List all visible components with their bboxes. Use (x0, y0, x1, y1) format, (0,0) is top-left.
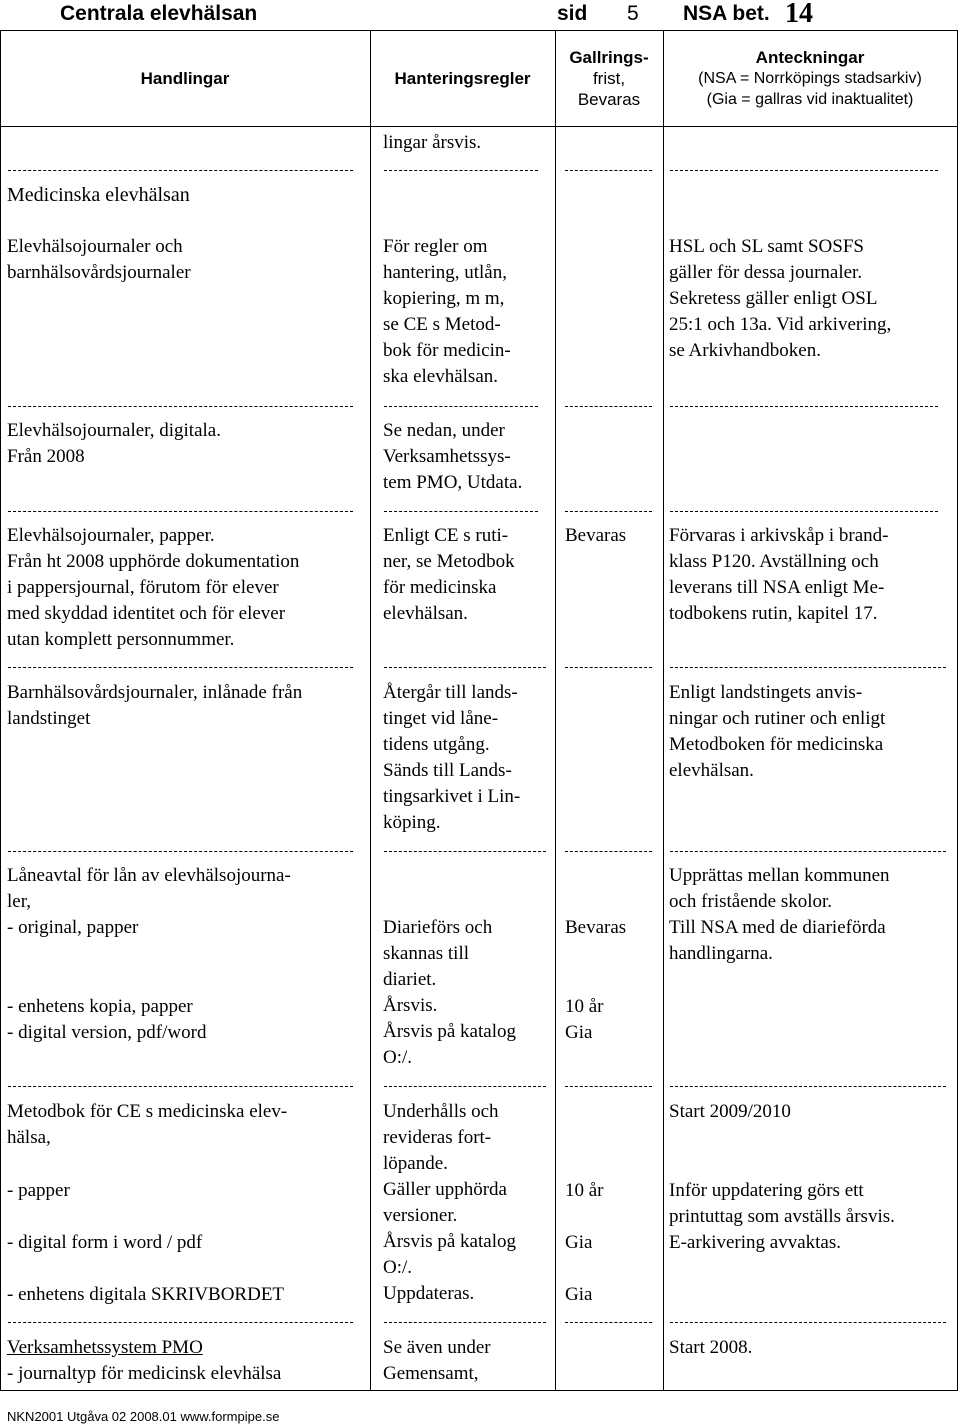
separator-c4 (670, 851, 946, 852)
separator-c3 (565, 406, 652, 407)
row-pmo-anteckningar: Start 2008. (669, 1337, 753, 1358)
document-title: Centrala elevhälsan (60, 2, 258, 25)
row-laneavtal-handling: Låneavtal för lån av elevhälsojourna- ler, - original, papper (7, 865, 291, 938)
column-border-right (957, 30, 958, 1390)
separator-c1 (8, 851, 353, 852)
separator-c1 (8, 667, 353, 668)
row-metodbok-gallringsfrist-papper: 10 år (565, 1180, 604, 1201)
separator-c2 (384, 1322, 546, 1323)
separator-c4 (670, 1086, 946, 1087)
table-bottom-border (0, 1390, 958, 1391)
row-barnhalsovard-hanteringsregler: Återgår till lands- tinget vid låne- tidens utgång. Sänds till Lands- tingsarkivet i Lin- köping. (383, 682, 521, 833)
row-metodbok-handling: Metodbok för CE s medicinska elev- hälsa, (7, 1101, 288, 1148)
row-pmo-handling: Verksamhetssystem PMO - journaltyp för medicinsk elevhälsa (7, 1337, 282, 1384)
row-metodbok-skrivbordet: - enhetens digitala SKRIVBORDET (7, 1284, 285, 1305)
row-digitala-hanteringsregler: Se nedan, under Verksamhetssys- tem PMO, Utdata. (383, 420, 523, 493)
separator-c3 (565, 511, 652, 512)
section-heading-medicinska-elevhalsan: Medicinska elevhälsan (7, 184, 190, 206)
row-barnhalsovard-handling: Barnhälsovårdsjournaler, inlånade från landstinget (7, 682, 303, 729)
separator-c1 (8, 406, 353, 407)
row-laneavtal-gallringsfrist-original: Bevaras (565, 917, 627, 938)
separator-c2 (384, 170, 538, 171)
separator-c2 (384, 511, 538, 512)
table-top-border (0, 30, 958, 31)
row-laneavtal-hanteringsregler: Diarieförs och skannas till diariet. Årsvis. Årsvis på katalog O:/. (383, 917, 516, 1068)
separator-c4 (670, 667, 946, 668)
separator-c2 (384, 1086, 546, 1087)
column-border-3 (663, 30, 664, 1390)
row-metodbok-anteckningar: Inför uppdatering görs ett printuttag som avställs årsvis. E-arkivering avvaktas. (669, 1180, 895, 1253)
header-hanteringsregler: Hanteringsregler (394, 69, 531, 88)
column-border-left (0, 30, 1, 1390)
separator-c4 (670, 170, 938, 171)
row-metodbok-gallringsfrist-skrivbord: Gia (565, 1284, 593, 1305)
row-barnhalsovard-anteckningar: Enligt landstingets anvis- ningar och rutiner och enligt Metodboken för medicinska elevhälsan. (669, 682, 886, 781)
row-laneavtal-handling-kopia: - enhetens kopia, papper - digital version, pdf/word (7, 996, 207, 1043)
separator-c3 (565, 851, 652, 852)
row-papper-anteckningar: Förvaras i arkivskåp i brand- klass P120. Avställning och leverans till NSA enligt Me- todbokens rutin, kapitel 17. (669, 525, 889, 624)
separator-c1 (8, 1322, 353, 1323)
separator-c2 (384, 851, 546, 852)
header-handlingar: Handlingar (140, 69, 230, 88)
nsa-bet-number: 14 (785, 0, 813, 29)
separator-c3 (565, 667, 652, 668)
column-border-1 (370, 30, 371, 1390)
row-papper-hanteringsregler: Enligt CE s ruti- ner, se Metodbok för medicinska elevhälsan. (383, 525, 515, 624)
nsa-bet-label: NSA bet. (683, 2, 770, 25)
row-digitala-handling: Elevhälsojournaler, digitala. Från 2008 (7, 420, 221, 467)
sid-label: sid (557, 2, 588, 25)
row-pmo-hanteringsregler: Se även under Gemensamt, (383, 1337, 491, 1384)
row-metodbok-papper: - papper (7, 1180, 70, 1201)
separator-c1 (8, 511, 353, 512)
separator-c1 (8, 170, 353, 171)
row0-hanteringsregler: lingar årsvis. (383, 132, 482, 153)
separator-c2 (384, 406, 538, 407)
row-metodbok-gallringsfrist-digital: Gia (565, 1232, 593, 1253)
header-bottom-border (0, 126, 958, 127)
row-metodbok-digital-form: - digital form i word / pdf (7, 1232, 203, 1253)
separator-c4 (670, 406, 938, 407)
row-elevhalsojournaler-handling: Elevhälsojournaler och barnhälsovårdsjournaler (7, 236, 191, 283)
separator-c4 (670, 511, 938, 512)
header-gallringsfrist: Gallrings- frist, Bevaras (569, 48, 649, 109)
row-elevhalsojournaler-hanteringsregler: För regler om hantering, utlån, kopiering, m m, se CE s Metod- bok för medicin- ska elevhälsan. (383, 236, 511, 387)
separator-c3 (565, 1086, 652, 1087)
row-metodbok-hanteringsregler: Underhålls och revideras fort- löpande. Gäller upphörda versioner. Årsvis på katalog O:/. Uppdateras. (383, 1101, 516, 1304)
row-laneavtal-anteckningar: Upprättas mellan kommunen och fristående skolor. Till NSA med de diarieförda handlingarna. (669, 865, 890, 964)
row-papper-handling: Elevhälsojournaler, papper. Från ht 2008 upphörde dokumentation i pappersjournal, förutom för elever med skyddad identitet och för elever utan komplett personnummer. (7, 525, 300, 650)
page-number: 5 (627, 2, 639, 25)
row-metodbok-anteckningar-start: Start 2009/2010 (669, 1101, 791, 1122)
separator-c1 (8, 1086, 353, 1087)
separator-c2 (384, 667, 546, 668)
column-border-2 (555, 30, 556, 1390)
row-elevhalsojournaler-anteckningar: HSL och SL samt SOSFS gäller för dessa journaler. Sekretess gäller enligt OSL 25:1 och 13a. Vid arkivering, se Arkivhandboken. (669, 236, 892, 361)
separator-c4 (670, 1322, 946, 1323)
separator-c3 (565, 170, 652, 171)
row-laneavtal-gallringsfrist-kopia: 10 år Gia (565, 996, 604, 1043)
separator-c3 (565, 1322, 652, 1323)
row-papper-gallringsfrist: Bevaras (565, 525, 627, 546)
header-anteckningar: Anteckningar (NSA = Norrköpings stadsarkiv) (Gia = gallras vid inaktualitet) (698, 48, 922, 108)
footer-text: NKN2001 Utgåva 02 2008.01 www.formpipe.se (7, 1409, 280, 1424)
